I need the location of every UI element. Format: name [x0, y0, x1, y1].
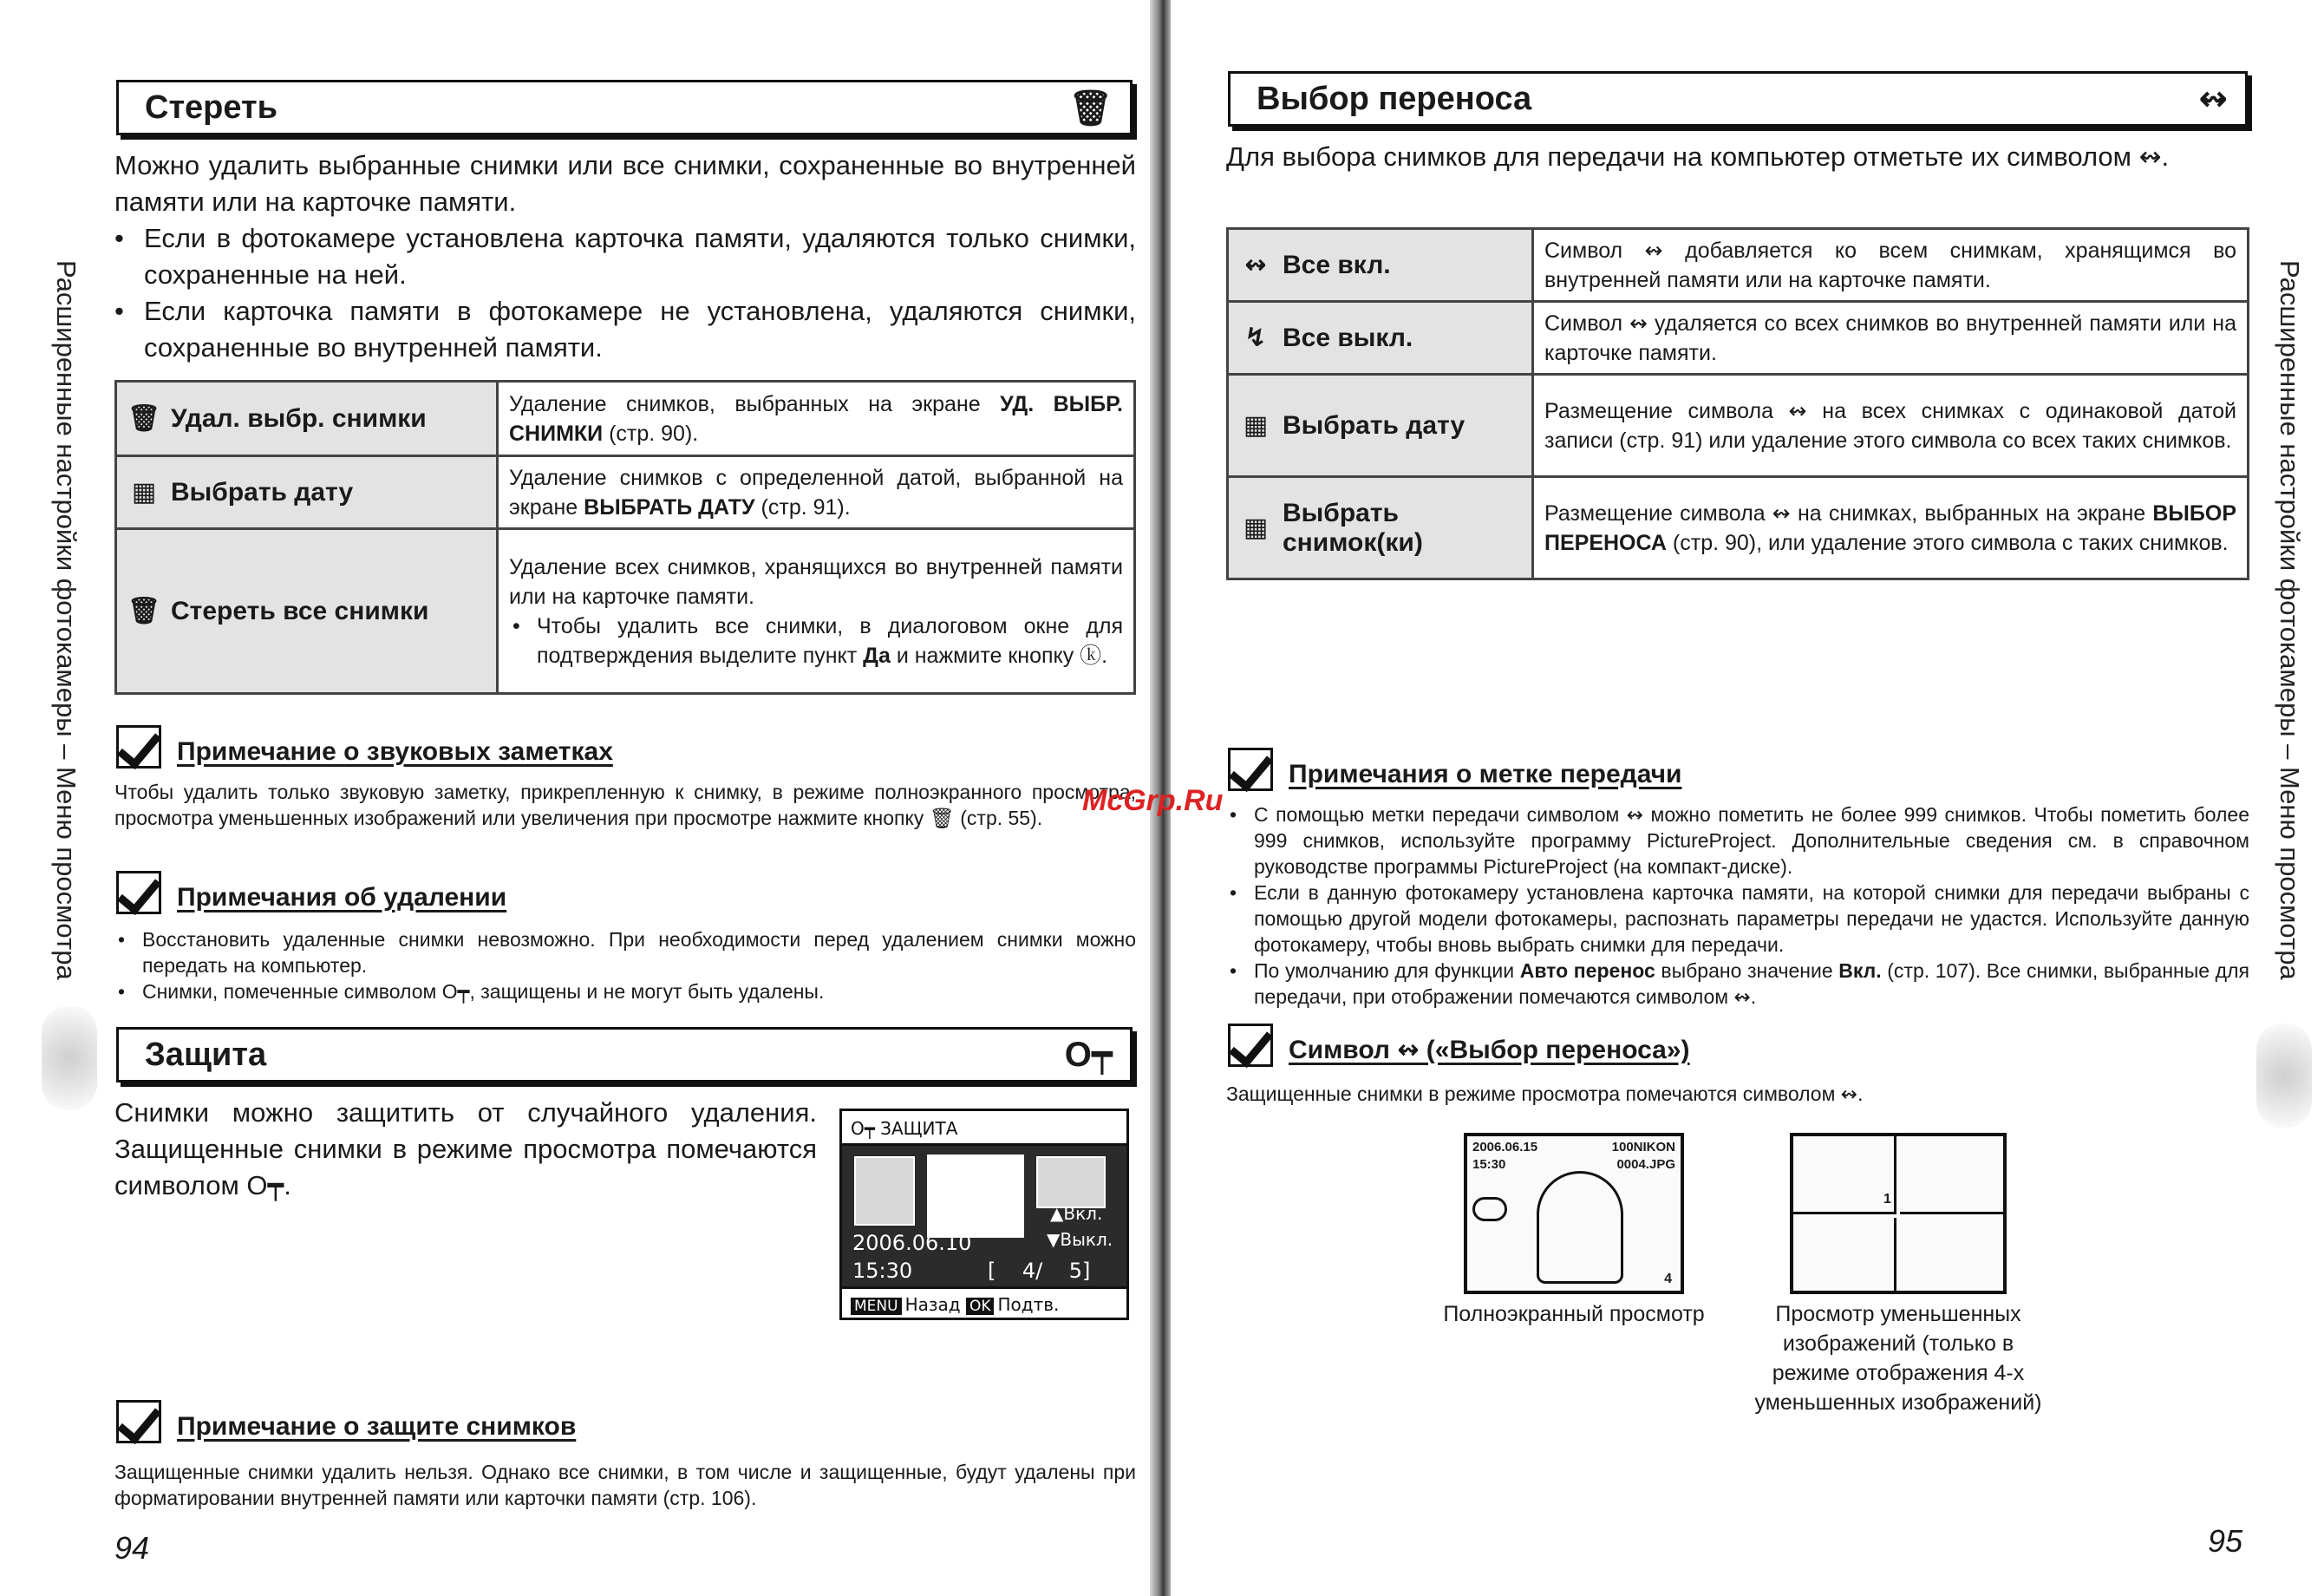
option-desc: Символ ↭ удаляется со всех снимков во внутренней памяти или на карточке памяти. [1533, 302, 2249, 375]
option-desc: Удаление снимков с определенной датой, выбранной на экране [509, 465, 1123, 520]
option-label: Все выкл. [1283, 323, 1413, 352]
note-mark-item [1226, 958, 2249, 1010]
option-sub-bold: Да [863, 643, 891, 668]
ok-button-tag: OK [966, 1298, 995, 1315]
thumbnail-caption: Просмотр уменьшенных изображений (только в режиме отображения 4-х уменьшенных изображений) [1754, 1302, 2042, 1415]
note-voice-text: Чтобы удалить только звуковую заметку, прикрепленную к снимку, в режиме полноэкранного просмотра, просмотра уменьшенных изображений или увеличения при просмотре нажмите кнопку 🗑 (стр. 55). [114, 781, 1136, 829]
protect-title: Защита [145, 1036, 267, 1073]
option-desc-bold: УД. ВЫБР. СНИМКИ [509, 391, 1123, 446]
full-frame-screen [1464, 1133, 1684, 1294]
note-symbol-header [1228, 1024, 1690, 1067]
erase-option-row[interactable] [116, 456, 1135, 529]
erase-option-row[interactable] [116, 529, 1135, 694]
erase-option-row[interactable] [116, 382, 1135, 456]
transfer-off-icon: ↯ [1244, 324, 1267, 352]
checkmark-icon [116, 1400, 161, 1443]
note-delete-title: Примечания об удалении [177, 883, 507, 912]
transfer-title: Выбор переноса [1257, 80, 1532, 117]
full-time: 15:30 [1472, 1157, 1506, 1172]
back-label: Назад [904, 1294, 961, 1315]
screen-footer [842, 1286, 1126, 1318]
option-desc: (стр. 91). [754, 494, 851, 520]
trash-icon: 🗑 [1068, 88, 1113, 128]
note-delete-item: • Снимки, помеченные символом О┯, защищены и не могут быть удалены. [114, 978, 1136, 1004]
full-count: 4 [1664, 1272, 1672, 1286]
thumbnail-grid-icon: ▦ [1243, 513, 1269, 542]
note-text: (стр. 107). Все снимки, выбранные для передачи, при отображении помечаются символом ↭. [1254, 959, 2249, 1008]
thumb-count: 1 [1883, 1192, 1891, 1207]
note-mark-item: • С помощью метки передачи символом ↭ можно пометить не более 999 снимков. Чтобы пометить более 999 снимков, используйте программу PictureProject. Дополнительные сведения см. в справочном руководстве программы PictureProject (на компакт-диске). [1226, 801, 2249, 880]
transfer-header [1228, 71, 2248, 127]
calendar-date-icon: ▦ [131, 478, 157, 507]
transfer-option-row[interactable] [1228, 302, 2249, 375]
option-label: Все вкл. [1283, 250, 1391, 279]
page-number-right: 95 [2208, 1523, 2243, 1559]
option-label: Удал. выбр. снимки [171, 403, 427, 433]
full-folder: 100NIKON [1611, 1140, 1675, 1154]
protect-header [116, 1027, 1133, 1083]
watermark: McGrp.Ru [1082, 784, 1224, 817]
note-mark-body [1226, 801, 2249, 1010]
note-protect-header [116, 1400, 576, 1443]
erase-intro [114, 147, 1136, 366]
note-voice-header [116, 725, 613, 769]
protect-text: Снимки можно защитить от случайного удаления. Защищенные снимки в режиме просмотра помечаются символом О┯. [114, 1097, 817, 1200]
option-sub-text: Чтобы удалить все снимки, в диалоговом окне для подтверждения выделите пункт [537, 613, 1123, 668]
full-filename: 0004.JPG [1616, 1157, 1675, 1172]
checkmark-icon [1228, 748, 1273, 791]
note-mark-item: • Если в данную фотокамеру установлена карточка памяти, на которой снимки для передачи выбраны с помощью другой модели фотокамеры, распознать параметры передачи не удастся. Используйте данную фотокамеру, чтобы вновь выбрать снимки для передачи. [1226, 880, 2249, 958]
protect-camera-screen [839, 1109, 1129, 1320]
erase-intro-text: Можно удалить выбранные снимки или все снимки, сохраненные во внутренней памяти или на карточке памяти. [114, 150, 1136, 217]
note-symbol-title: Символ ↭ («Выбор переноса») [1289, 1036, 1690, 1064]
option-label: Выбрать дату [1283, 410, 1466, 440]
full-date: 2006.06.15 [1472, 1140, 1538, 1154]
right-sidebar-title: Расширенные настройки фотокамеры – Меню просмотра [2275, 260, 2305, 980]
option-desc-bold: ВЫБРАТЬ ДАТУ [584, 494, 755, 520]
option-desc: Размещение символа ↭ на снимках, выбранных на экране [1544, 500, 2153, 526]
transfer-on-icon: ↭ [1244, 251, 1267, 279]
option-desc: (стр. 90), или удаление этого символа с таких снимков. [1666, 530, 2229, 555]
selected-thumbnail-key-icon [927, 1154, 1024, 1238]
transfer-option-row[interactable] [1228, 477, 2249, 579]
note-protect-text: Защищенные снимки удалить нельзя. Однако все снимки, в том числе и защищенные, будут удалены при форматировании внутренней памяти или карточки памяти (стр. 106). [114, 1461, 1136, 1509]
protect-off-option[interactable]: ▼Выкл. [1047, 1229, 1113, 1250]
screen-header: О┯ ЗАЩИТА [842, 1111, 1126, 1146]
thumbnail-cell [1793, 1136, 1896, 1214]
note-bold: Авто перенос [1519, 959, 1655, 982]
thumbnail-photo [854, 1156, 915, 1226]
trash-all-icon: 🗑 [127, 597, 161, 625]
key-icon: О┯ [1064, 1036, 1113, 1074]
trash-select-icon: 🗑 [127, 404, 161, 433]
option-sub-text: и нажмите кнопку ⓚ. [890, 643, 1108, 668]
note-voice-title: Примечание о звуковых заметках [177, 737, 613, 766]
screen-date: 2006.06.10 [852, 1231, 972, 1255]
thumbnail-cell [1900, 1136, 2007, 1214]
checkmark-icon [116, 871, 161, 914]
portrait-figure [1537, 1171, 1623, 1284]
erase-title: Стереть [145, 88, 278, 126]
checkmark-icon [1228, 1024, 1273, 1067]
option-desc: Удаление снимков, выбранных на экране [509, 391, 1001, 416]
erase-header [116, 80, 1133, 135]
page-number-left: 94 [114, 1530, 150, 1566]
thumbnail-screen [1790, 1133, 2007, 1294]
note-bold: Вкл. [1838, 959, 1882, 982]
checkmark-icon [116, 725, 161, 769]
note-delete-header [116, 871, 506, 914]
thumbnail-cell [1793, 1218, 1896, 1294]
menu-button-tag: MENU [851, 1298, 902, 1315]
note-mark-title: Примечания о метке передачи [1289, 760, 1682, 788]
transfer-intro: Для выбора снимков для передачи на компьютер отметьте их символом ↭. [1226, 141, 2170, 172]
option-label: Выбрать дату [171, 477, 354, 507]
thumbnail-cell [1900, 1218, 2007, 1294]
note-text: выбрано значение [1655, 959, 1839, 982]
transfer-option-row[interactable] [1228, 229, 2249, 302]
erase-bullets [114, 220, 1136, 366]
note-protect-title: Примечание о защите снимков [177, 1412, 577, 1441]
scan-smudge [2256, 1024, 2312, 1128]
erase-bullet: • Если в фотокамере установлена карточка памяти, удаляются только снимки, сохраненные на ней. [114, 220, 1136, 293]
left-sidebar-title: Расширенные настройки фотокамеры – Меню просмотра [51, 260, 82, 980]
option-desc: Размещение символа ↭ на всех снимках с одинаковой датой записи (стр. 91) или удаление этого символа со всех таких снимков. [1533, 375, 2249, 477]
note-symbol-text: Защищенные снимки в режиме просмотра помечаются символом ↭. [1226, 1083, 1864, 1105]
full-frame-caption: Полноэкранный просмотр [1443, 1302, 1705, 1326]
option-label: Стереть все снимки [171, 596, 429, 625]
note-text: По умолчанию для функции [1254, 959, 1520, 982]
option-desc-bold: ВЫБОР ПЕРЕНОСА [1544, 500, 2236, 555]
transfer-icon: ↭ [2198, 80, 2228, 118]
screen-counter: [ 4/ 5] [988, 1259, 1091, 1283]
option-desc: (стр. 90). [603, 421, 699, 446]
note-delete-body [114, 926, 1136, 1004]
option-sub-bullet [509, 612, 1123, 670]
calendar-date-icon: ▦ [1243, 411, 1269, 440]
option-label: Выбрать снимок(ки) [1283, 498, 1423, 557]
erase-bullet: • Если карточка памяти в фотокамере не установлена, удаляются снимки, сохраненные во внутренней памяти. [114, 293, 1136, 366]
note-mark-header [1228, 748, 1682, 791]
right-page [1082, 0, 2324, 1596]
scan-smudge [42, 1006, 97, 1110]
transfer-options-table [1226, 227, 2249, 580]
thumbnail-photo [1036, 1156, 1106, 1208]
option-desc: Символ ↭ добавляется ко всем снимкам, хранящимся во внутренней памяти или на карточке памяти. [1533, 229, 2249, 302]
option-desc: Удаление всех снимков, хранящихся во внутренней памяти или на карточке памяти. [509, 554, 1123, 609]
note-delete-item: • Восстановить удаленные снимки невозможно. При необходимости перед удалением снимки можно передать на компьютер. [114, 926, 1136, 978]
transfer-option-row[interactable] [1228, 375, 2249, 477]
confirm-label: Подтв. [997, 1294, 1060, 1315]
protect-on-option[interactable]: ▲Вкл. [1050, 1203, 1103, 1224]
transfer-mark-icon [1472, 1197, 1507, 1221]
left-page [0, 0, 1155, 1596]
erase-options-table [114, 380, 1136, 695]
screen-time: 15:30 [852, 1259, 913, 1283]
